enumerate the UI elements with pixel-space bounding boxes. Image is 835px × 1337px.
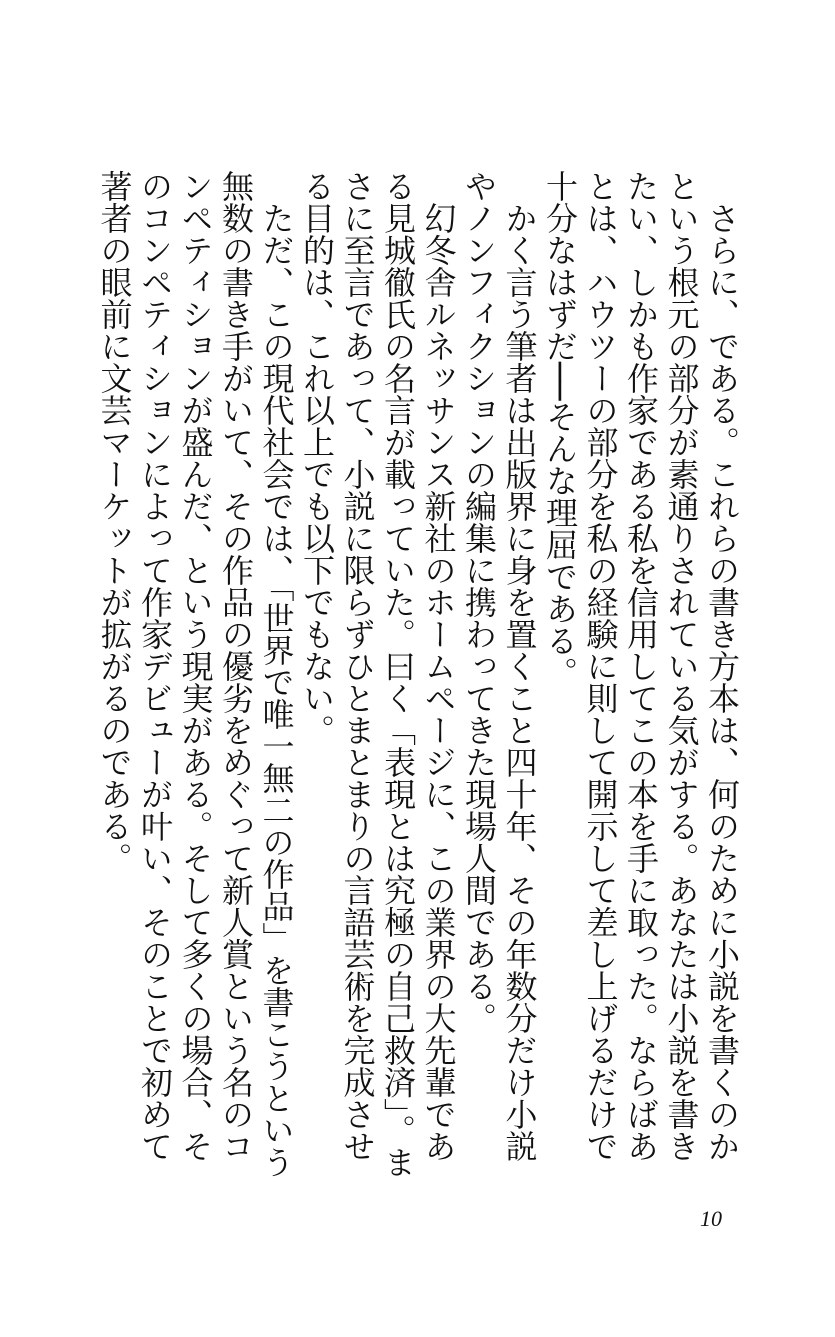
- vertical-body-text: [95, 170, 742, 1180]
- paragraph-1: さらに、である。これらの書き方本は、何のために小説を書くのかという根元の部分が素通りされている気がする。あなたは小説を書きたい、しかも作家である私を信用してこの本を手に取った。ならばあとは、ハウツーの部分を私の経験に則して開示して差し上げるだけで十分なはずだ──そんな理屈である。: [541, 170, 741, 1162]
- paragraph-3: 幻冬舎ルネッサンス新社のホームページに、この業界の大先輩である見城徹氏の名言が載っていた。曰く「表現とは究極の自己救済」。まさに至言であって、小説に限らずひとまとまりの言語芸術を完成させる目的は、これ以上でも以下でもない。: [298, 170, 458, 1178]
- paragraph-2: かく言う筆者は出版界に身を置くこと四十年、その年数分だけ小説やノンフィクションの編集に携わってきた現場人間である。: [460, 170, 539, 1162]
- paragraph-4: ただ、この現代社会では、「世界で唯一無二の作品」を書こうという無数の書き手がいて、その作品の優劣をめぐって新人賞という名のコンペティションが盛んだ、という現実がある。そして多くの場合、そのコンペティションによって作家デビューが叶い、そのことで初めて著者の眼前に文芸マーケットが拡がるのである。: [95, 170, 296, 1178]
- page-number: 10: [700, 1206, 722, 1231]
